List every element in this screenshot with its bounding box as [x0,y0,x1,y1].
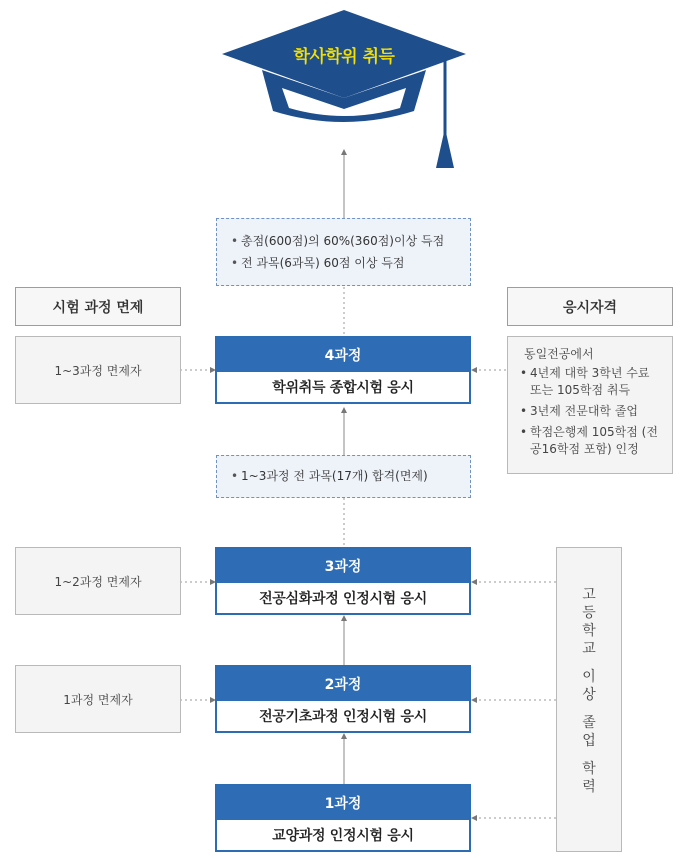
degree-title: 학사학위 취득 [293,46,395,67]
vertical-char: 업 [582,733,596,749]
stage-exam-name: 전공기초과정 인정시험 응시 [259,709,427,725]
qualification-item: • 4년제 대학 3학년 수료 또는 105학점 취득 [520,365,662,399]
stage-box [215,665,471,733]
exemption-box: 1~2과정 면제자 [15,547,181,615]
vertical-char: 등 [582,605,596,621]
stage-box [215,336,471,404]
exemption-header: 시험 과정 면제 [15,287,181,326]
graduation-cap-icon [222,10,466,168]
qualification-header: 응시자격 [507,287,673,326]
criteria-line: • 총점(600점)의 60%(360점)이상 득점 [231,230,456,252]
vertical-char: 이 [582,669,596,685]
stage-number: 4과정 [217,338,469,372]
vertical-char: 력 [582,779,596,795]
stage-exam-name: 학위취득 종합시험 응시 [272,380,414,396]
qualification-intro: 동일전공에서 [524,347,594,361]
vertical-char: 고 [582,587,596,603]
qualification-item: • 3년제 전문대학 졸업 [520,403,662,420]
stage-exam-name: 전공심화과정 인정시험 응시 [259,591,427,607]
criteria-line: • 전 과목(6과목) 60점 이상 득점 [231,252,456,274]
stage-box [215,784,471,852]
high-school-graduate-box [556,547,622,852]
vertical-char: 학 [582,623,596,639]
vertical-char: 학 [582,761,596,777]
exemption-pass-note [216,455,471,498]
pass-criteria-note [216,218,471,286]
qualification-item: • 학점은행제 105학점 (전공16학점 포함) 인정 [520,424,662,458]
stage-exam-name: 교양과정 인정시험 응시 [272,828,414,844]
vertical-char: 졸 [582,715,596,731]
vertical-char: 상 [582,687,596,703]
note-line: • 1~3과정 전 과목(17개) 합격(면제) [231,465,456,487]
stage-number: 1과정 [217,786,469,820]
exemption-box: 1과정 면제자 [15,665,181,733]
stage-number: 2과정 [217,667,469,701]
qualification-box [507,336,673,474]
stage-box [215,547,471,615]
vertical-char: 교 [582,641,596,657]
stage-number: 3과정 [217,549,469,583]
exemption-box: 1~3과정 면제자 [15,336,181,404]
